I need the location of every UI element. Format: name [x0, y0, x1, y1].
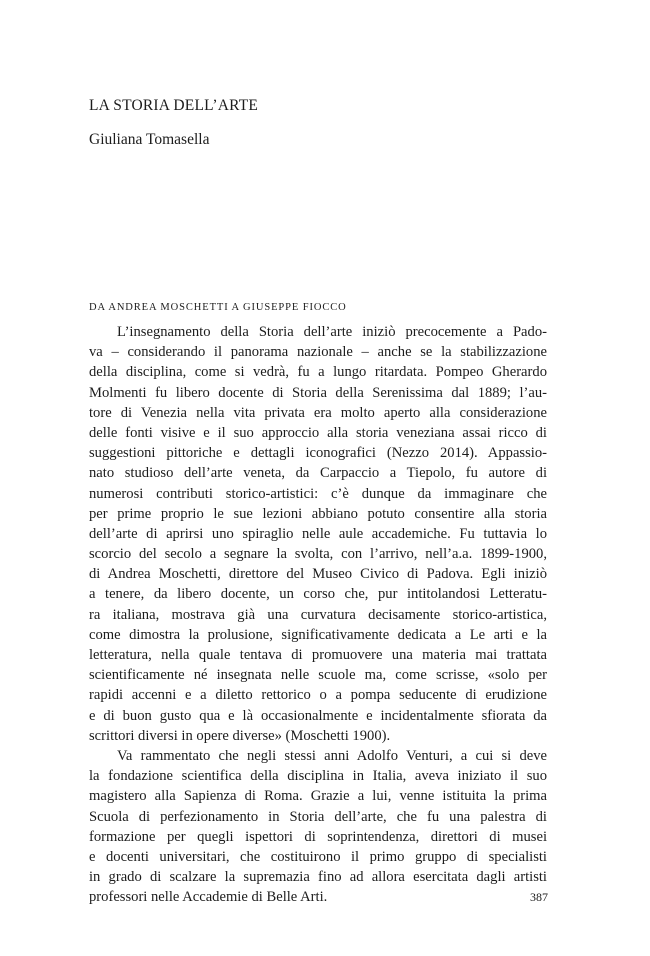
page-number: 387	[530, 890, 548, 904]
text-line: Molmenti fu libero docente di Storia della Serenissima dal 1889; l’au-	[89, 384, 547, 401]
text-line: professori nelle Accademie di Belle Arti.	[89, 889, 328, 906]
text-line: L’insegnamento della Storia dell’arte iniziò precocemente a Pado-	[117, 324, 547, 340]
text-line: scientificamente né insegnata nelle scuole ma, come scrisse, «solo per	[89, 667, 547, 684]
text-line: a tenere, da libero docente, un corso che, pur intitolandosi Letteratu-	[89, 586, 547, 603]
text-line: dell’arte di aprirsi uno spiraglio nelle aule accademiche. Fu tuttavia lo	[89, 525, 547, 542]
text-line: va – considerando il panorama nazionale – anche se la stabilizzazione	[89, 344, 547, 361]
author-name: Giuliana Tomasella	[89, 131, 210, 148]
text-line: Scuola di perfezionamento in Storia dell’arte, che fu una palestra di	[89, 808, 547, 825]
text-line: numerosi contributi storico-artistici: c’è dunque da immaginare che	[89, 485, 547, 502]
text-line: scorcio del secolo a segnare la svolta, con l’arrivo, nell’a.a. 1899-1900,	[89, 546, 547, 563]
text-line: magistero alla Sapienza di Roma. Grazie a lui, venne istituita la prima	[89, 788, 547, 805]
text-line: in grado di scalzare la supremazia fino ad allora esercitata dagli artisti	[89, 869, 547, 886]
text-line: scrittori diversi in opere diverse» (Moschetti 1900).	[89, 727, 391, 744]
text-line: ra italiana, mostrava già una curvatura decisamente storico-artistica,	[89, 606, 547, 623]
text-line: letteratura, nella quale tentava di promuovere una materia mai trattata	[89, 647, 547, 663]
text-line: e di buon gusto qua e là occasionalmente e incidentalmente sfiorata da	[89, 707, 547, 724]
text-line: formazione per quegli ispettori di soprintendenza, direttori di musei	[89, 828, 547, 845]
body-text	[89, 322, 547, 907]
text-line: come dimostra la prolusione, significativamente dedicata a Le arti e la	[89, 626, 547, 643]
text-line: Va rammentato che negli stessi anni Adolfo Venturi, a cui si deve	[117, 747, 547, 764]
chapter-title: LA STORIA DELL’ARTE	[89, 97, 259, 114]
paragraph	[89, 746, 547, 908]
text-line: rapidi accenni e a diletto rettorico o a pompa seducente di erudizione	[89, 687, 547, 704]
text-line: e docenti universitari, che costituirono il primo gruppo di specialisti	[89, 848, 547, 865]
text-line: la fondazione scientifica della disciplina in Italia, aveva iniziato il suo	[89, 768, 547, 785]
text-line: per prime proprio le sue lezioni abbiano potuto consentire alla storia	[89, 505, 547, 522]
text-line: delle fonti visive e il suo approccio alla storia veneziana assai ricco di	[89, 424, 547, 441]
section-heading: DA ANDREA MOSCHETTI A GIUSEPPE FIOCCO	[89, 302, 347, 313]
paragraph	[89, 322, 547, 746]
text-line: suggestioni pittoriche e dettagli iconografici (Nezzo 2014). Appassio-	[89, 445, 547, 462]
text-line: nato studioso dell’arte veneta, da Carpaccio a Tiepolo, fu autore di	[89, 465, 547, 482]
text-line: tore di Venezia nella vita privata era molto aperto alla considerazione	[89, 404, 547, 421]
text-line: della disciplina, come si vedrà, fu a lungo ritardata. Pompeo Gherardo	[89, 364, 547, 381]
text-line: di Andrea Moschetti, direttore del Museo Civico di Padova. Egli iniziò	[89, 566, 547, 583]
